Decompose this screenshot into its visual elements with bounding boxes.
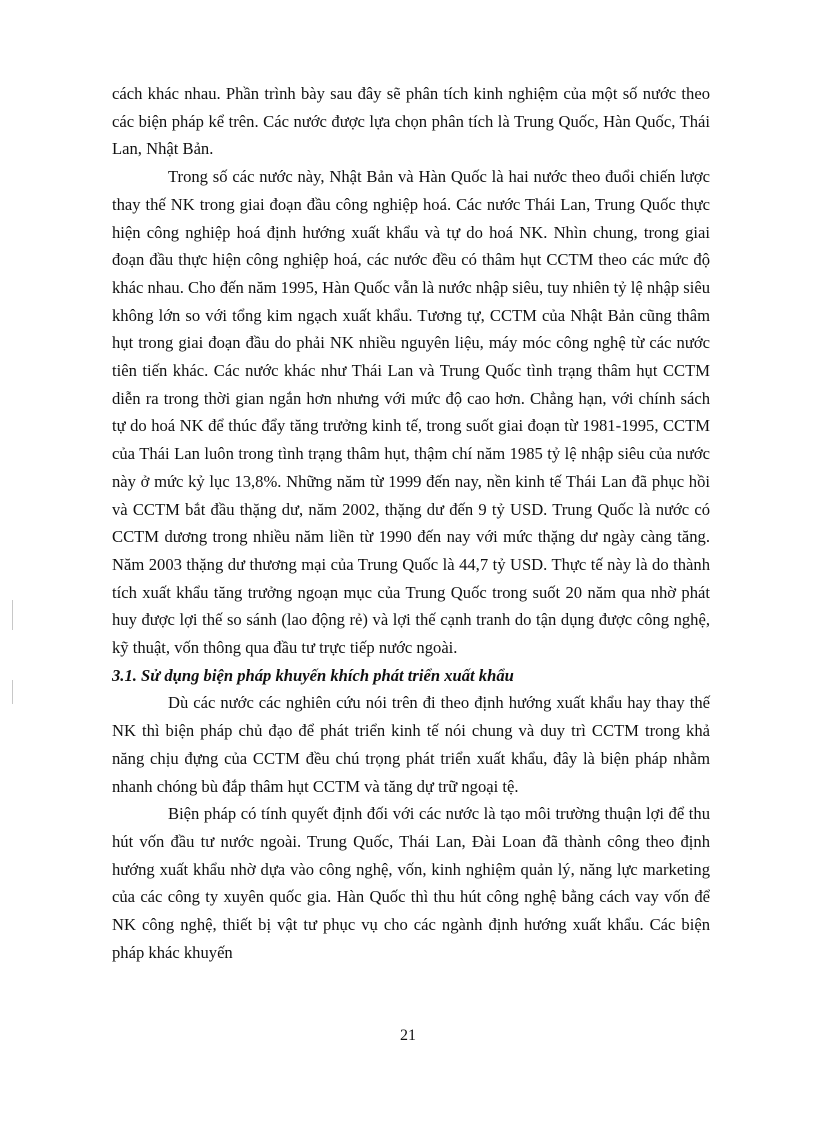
section-heading: 3.1. Sử dụng biện pháp khuyến khích phát triển xuất khẩu (112, 665, 514, 685)
scan-edge-mark (12, 600, 13, 630)
body-text (112, 80, 710, 967)
paragraph-export-promotion: Dù các nước các nghiên cứu nói trên đi theo định hướng xuất khẩu hay thay thế NK thì biện pháp chủ đạo để phát triển kinh tế nói chung và duy trì CCTM trong khả năng chịu đựng của CCTM đều chú trọng phát triển xuất khẩu, đây là biện pháp nhằm nhanh chóng bù đắp thâm hụt CCTM và tăng dự trữ ngoại tệ. (112, 693, 710, 796)
paragraph-foreign-investment: Biện pháp có tính quyết định đối với các nước là tạo môi trường thuận lợi để thu hút vốn đầu tư nước ngoài. Trung Quốc, Thái Lan, Đài Loan đã thành công theo định hướng xuất khẩu nhờ dựa vào công nghệ, vốn, kinh nghiệm quản lý, năng lực marketing của các công ty xuyên quốc gia. Hàn Quốc thì thu hút công nghệ bằng cách vay vốn để NK công nghệ, thiết bị vật tư phục vụ cho các ngành định hướng xuất khẩu. Các biện pháp khác khuyến (112, 804, 710, 962)
paragraph-trade-balance: Trong số các nước này, Nhật Bản và Hàn Quốc là hai nước theo đuổi chiến lược thay thế NK trong giai đoạn đầu công nghiệp hoá. Các nước Thái Lan, Trung Quốc thực hiện công nghiệp hoá định hướng xuất khẩu và tự do hoá NK. Nhìn chung, trong giai đoạn đầu thực hiện công nghiệp hoá, các nước đều có thâm hụt CCTM theo các mức độ khác nhau. Cho đến năm 1995, Hàn Quốc vẫn là nước nhập siêu, tuy nhiên tỷ lệ nhập siêu không lớn so với tổng kim ngạch xuất khẩu. Tương tự, CCTM của Nhật Bản cũng thâm hụt trong giai đoạn đầu do phải NK nhiều nguyên liệu, máy móc công nghệ từ các nước tiên tiến khác. Các nước khác như Thái Lan và Trung Quốc tình trạng thâm hụt CCTM diễn ra trong thời gian ngắn hơn nhưng với mức độ cao hơn. Chẳng hạn, với chính sách tự do hoá NK để thúc đẩy tăng trưởng kinh tế, trong suốt giai đoạn từ 1981-1995, CCTM của Thái Lan luôn trong tình trạng thâm hụt, thậm chí năm 1985 tỷ lệ nhập siêu của nước này ở mức kỷ lục 13,8%. Những năm từ 1999 đến nay, nền kinh tế Thái Lan đã phục hồi và CCTM bắt đầu thặng dư, năm 2002, thặng dư đến 9 tỷ USD. Trung Quốc là nước có CCTM dương trong nhiều năm liền từ 1990 đến nay với mức thặng dư ngày càng tăng. Năm 2003 thặng dư thương mại của Trung Quốc là 44,7 tỷ USD. Thực tế này là do thành tích xuất khẩu tăng trưởng ngoạn mục của Trung Quốc trong suốt 20 năm qua nhờ phát huy được lợi thế so sánh (lao động rẻ) và lợi thế cạnh tranh do tận dụng được công nghệ, kỹ thuật, vốn thông qua đầu tư trực tiếp nước ngoài. (112, 167, 710, 658)
paragraph-continuation: cách khác nhau. Phần trình bày sau đây sẽ phân tích kinh nghiệm của một số nước theo các biện pháp kể trên. Các nước được lựa chọn phân tích là Trung Quốc, Hàn Quốc, Thái Lan, Nhật Bản. (112, 84, 710, 159)
page-number: 21 (400, 1027, 416, 1044)
scan-edge-mark (12, 680, 13, 704)
